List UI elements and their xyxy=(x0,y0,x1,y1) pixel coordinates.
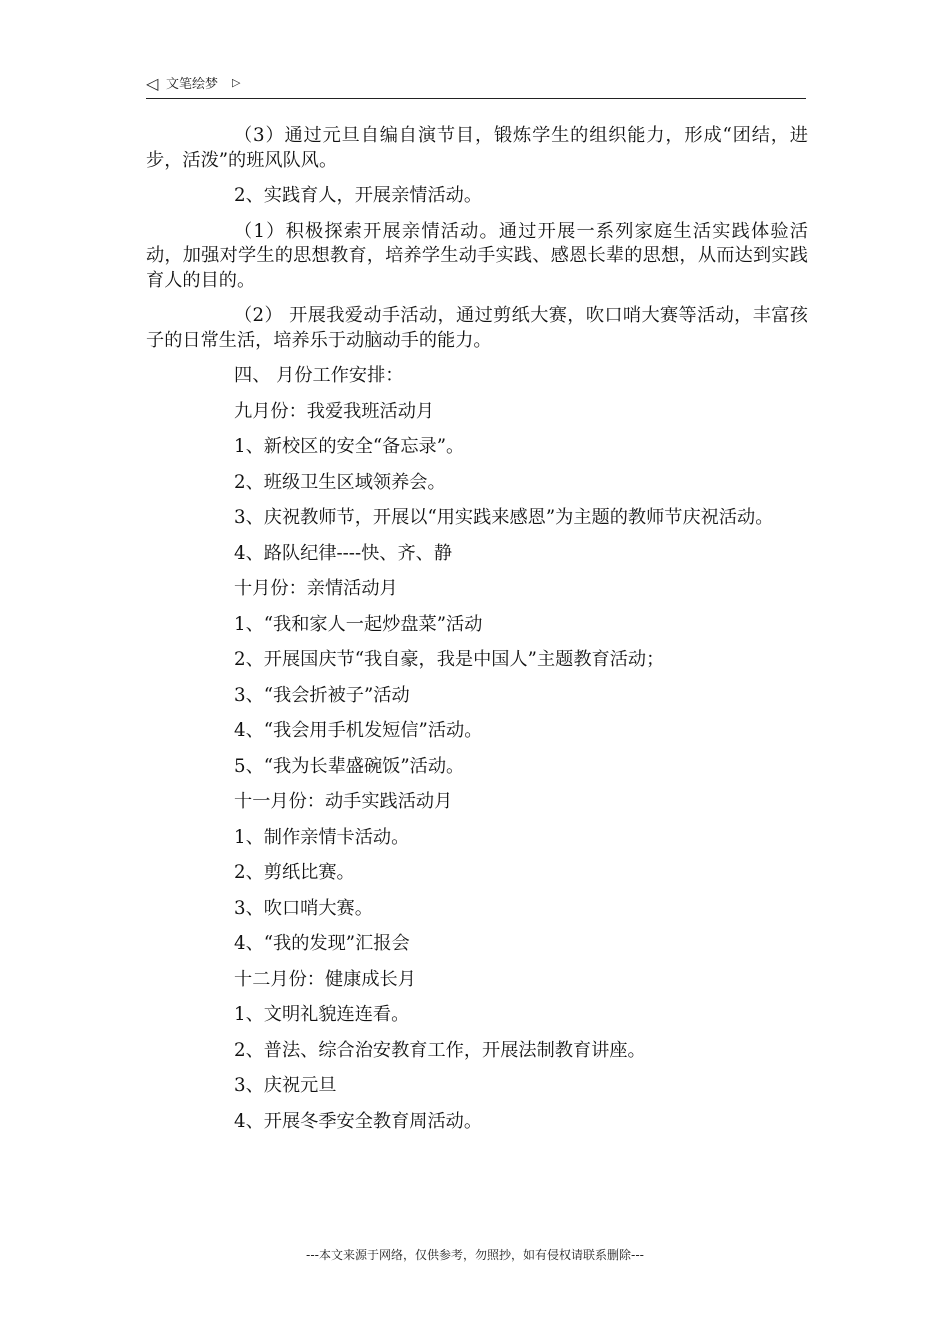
list-item: 2、剪纸比赛。 xyxy=(234,862,355,883)
list-item: 3、“我会折被子”活动 xyxy=(234,684,410,706)
list-item: 3、庆祝元旦 xyxy=(234,1075,337,1096)
list-item: 2、普法、综合治安教育工作，开展法制教育讲座。 xyxy=(234,1039,646,1061)
document-body xyxy=(146,124,808,1145)
list-item: 1、文明礼貌连连看。 xyxy=(234,1004,410,1025)
list-item: 1、“我和家人一起炒盘菜”活动 xyxy=(234,613,483,635)
list-item: 4、“我会用手机发短信”活动。 xyxy=(234,720,483,741)
footer-notice: ---本文来源于网络，仅供参考，勿照抄，如有侵权请联系删除--- xyxy=(306,1248,644,1262)
paragraph: 2、实践育人，开展亲情活动。 xyxy=(234,185,483,206)
month-heading: 九月份：我爱我班活动月 xyxy=(234,400,435,422)
month-heading: 十一月份：动手实践活动月 xyxy=(234,791,453,812)
list-item: 3、吹口哨大赛。 xyxy=(234,897,373,919)
list-item: 2、开展国庆节“我自豪，我是中国人”主题教育活动； xyxy=(234,649,665,670)
paragraph: （1）积极探索开展亲情活动。通过开展一系列家庭生活实践体验活动，加强对学生的思想教育，培养学生动手实践、感恩长辈的思想，从而达到实践育人的目的。 xyxy=(146,220,808,291)
section-heading: 四、 月份工作安排： xyxy=(234,365,404,386)
list-item: 4、开展冬季安全教育周活动。 xyxy=(234,1110,483,1132)
paragraph: （2） 开展我爱动手活动，通过剪纸大赛，吹口哨大赛等活动，丰富孩子的日常生活，培养乐于动脑动手的能力。 xyxy=(146,305,808,351)
list-item: 1、制作亲情卡活动。 xyxy=(234,826,410,848)
month-heading: 十二月份：健康成长月 xyxy=(234,968,416,990)
triangle-right-icon: ▷ xyxy=(232,76,241,89)
paragraph: （3）通过元旦自编自演节目，锻炼学生的组织能力，形成“团结，进步，活泼”的班风队风。 xyxy=(146,125,808,171)
month-heading: 十月份：亲情活动月 xyxy=(234,578,398,599)
list-item: 5、“我为长辈盛碗饭”活动。 xyxy=(234,755,465,777)
triangle-left-icon: ◁ xyxy=(146,74,159,93)
list-item: 2、班级卫生区域领养会。 xyxy=(234,471,446,493)
list-item: 1、新校区的安全“备忘录”。 xyxy=(234,436,465,457)
list-item: 4、路队纪律----快、齐、静 xyxy=(234,542,453,564)
page-header xyxy=(146,74,806,99)
list-item: 4、“我的发现”汇报会 xyxy=(234,933,410,954)
list-item: 3、庆祝教师节，开展以“用实践来感恩”为主题的教师节庆祝活动。 xyxy=(234,507,774,528)
header-title: 文笔绘梦 xyxy=(166,77,219,92)
